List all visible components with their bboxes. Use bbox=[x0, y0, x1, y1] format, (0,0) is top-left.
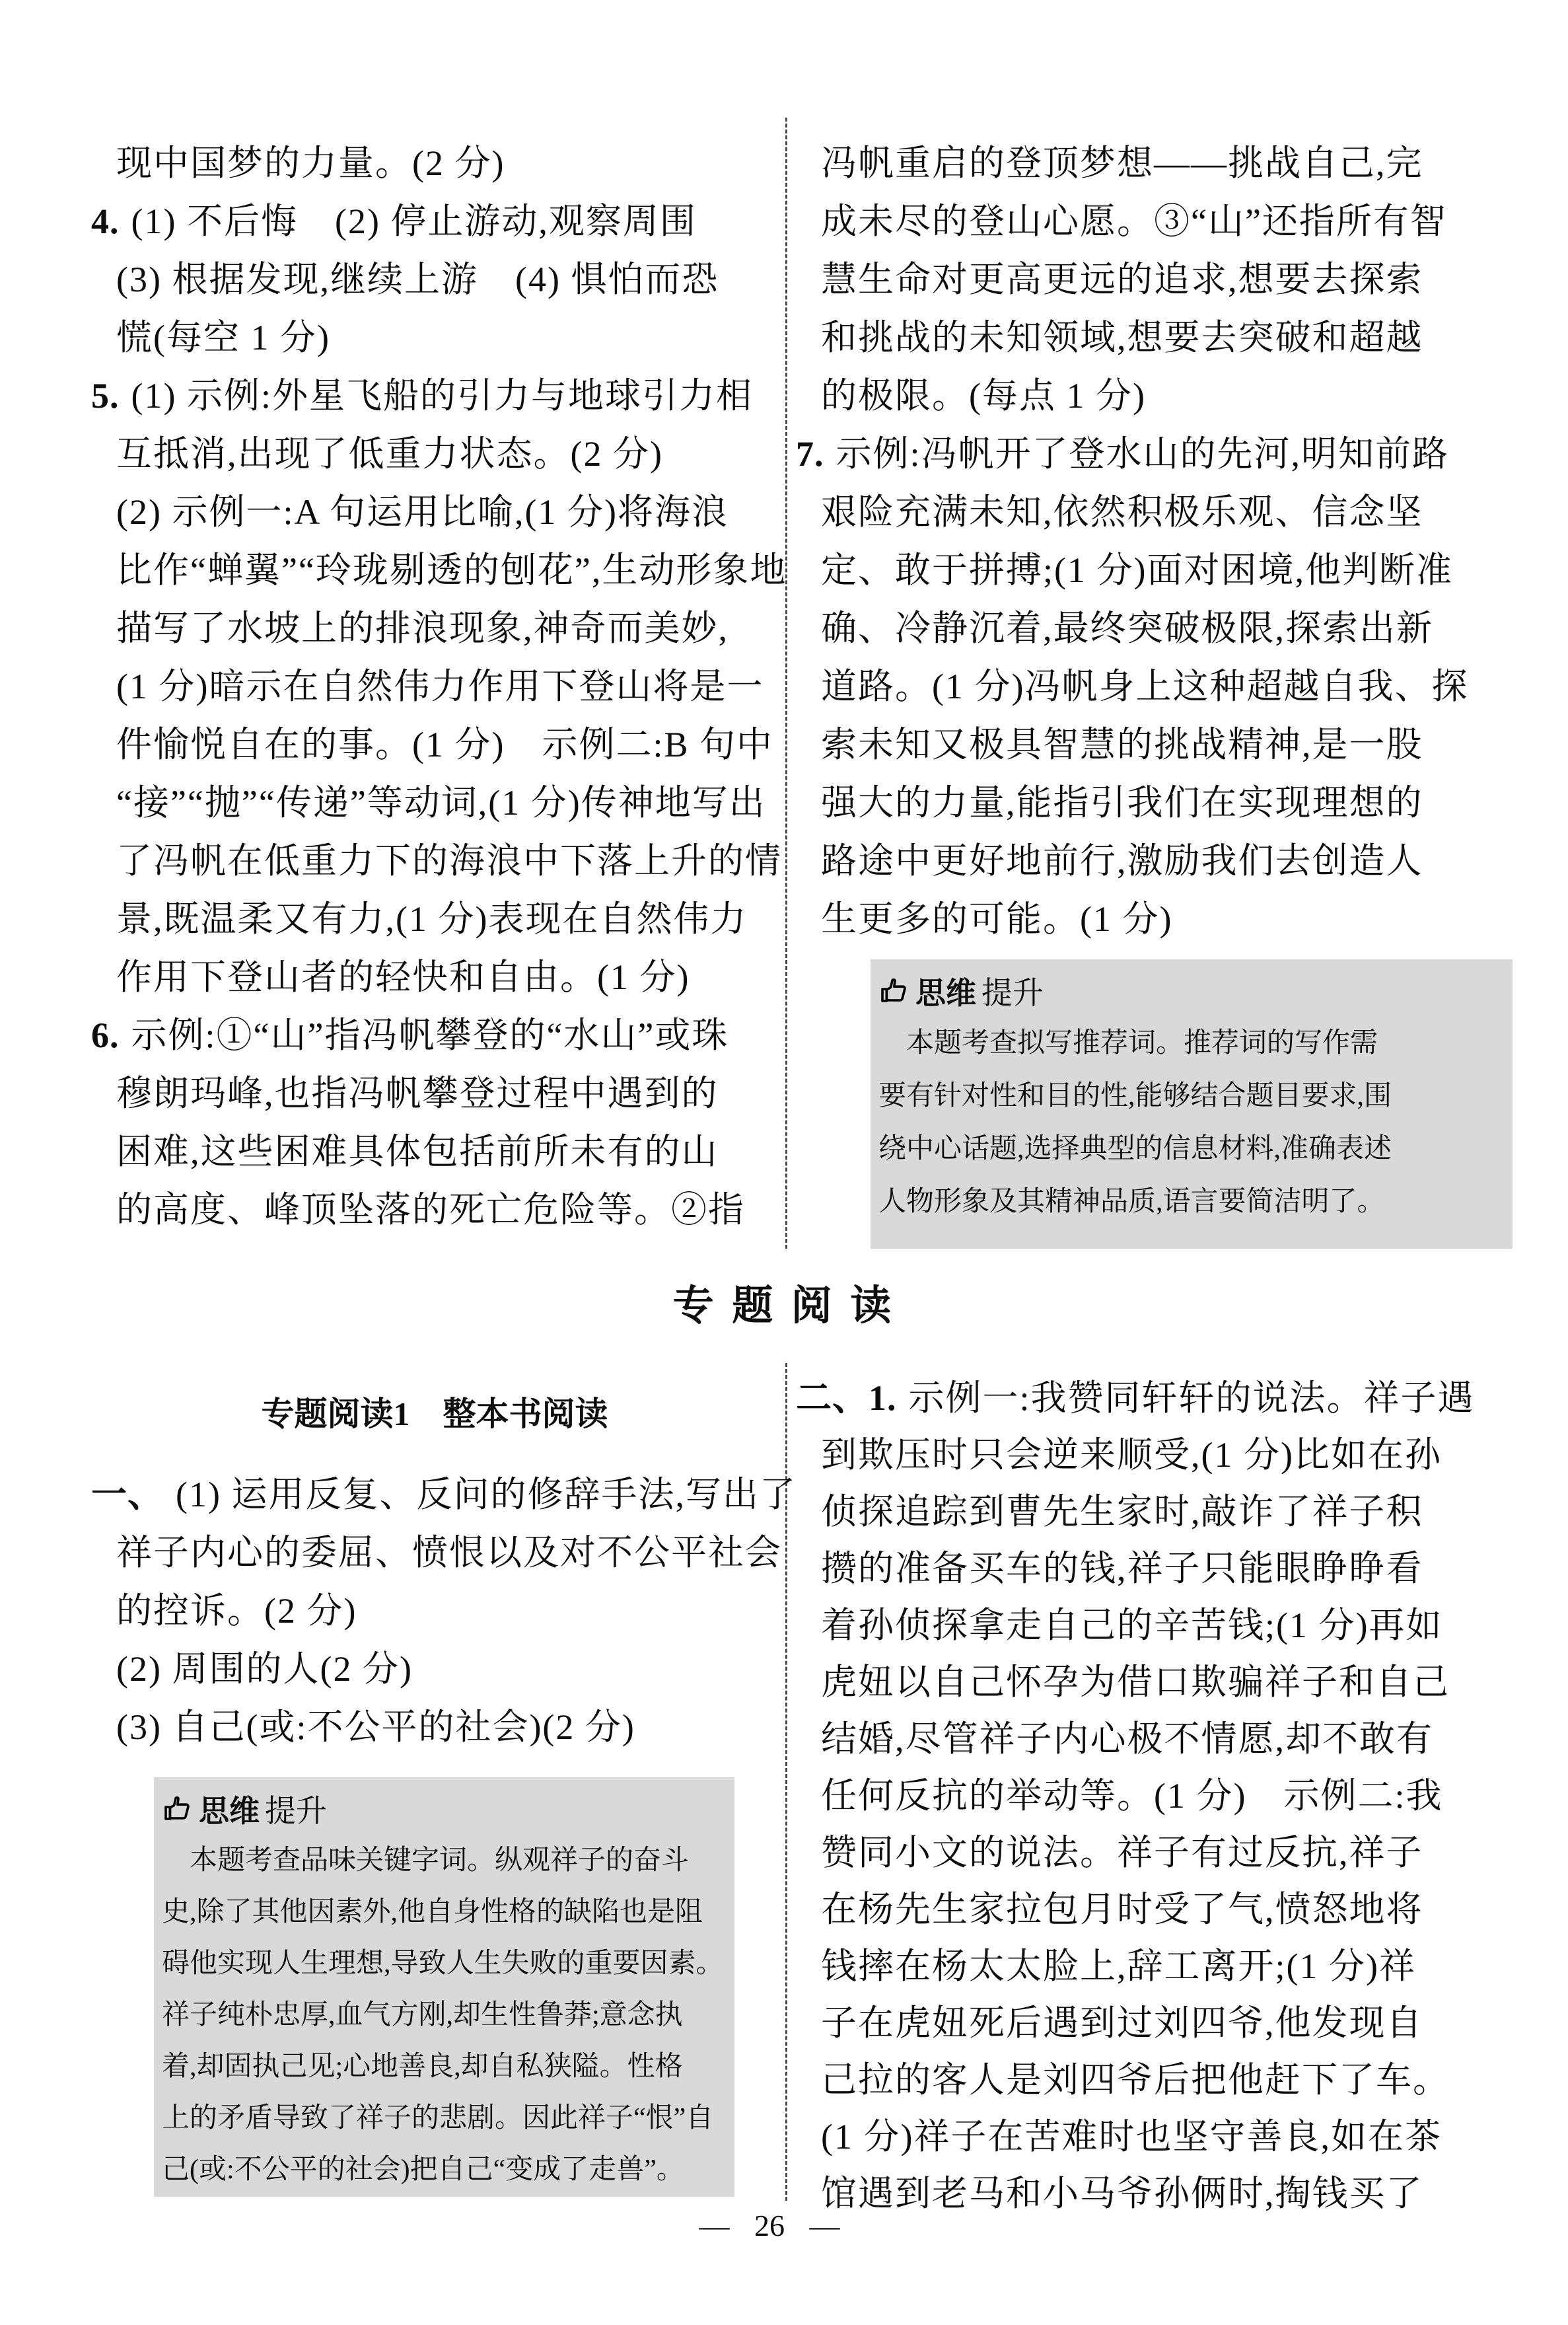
answer-line: 路途中更好地前行,激励我们去创造人 bbox=[821, 841, 1423, 881]
answer-item bbox=[91, 1465, 797, 1756]
tip-box-title: 思维 bbox=[915, 975, 976, 1010]
tip-box-body bbox=[871, 1015, 1513, 1228]
answer-line: 定、敢于拼搏;(1 分)面对困境,他判断准 bbox=[821, 550, 1453, 590]
answer-line: (2) 周围的人(2 分) bbox=[116, 1649, 413, 1689]
answer-line: 祥子内心的委屈、愤恨以及对不公平社会 bbox=[116, 1533, 782, 1572]
section-heading: 专 题 阅 读 bbox=[672, 1284, 896, 1329]
answers-column-top-right bbox=[796, 134, 1469, 948]
answer-item-number: 7. bbox=[796, 434, 824, 474]
tip-box-line: 绕中心话题,选择典型的信息材料,准确表述 bbox=[878, 1134, 1392, 1164]
answer-text: (1) 示例:外星飞船的引力与地球引力相 bbox=[131, 376, 753, 416]
tip-box-body bbox=[154, 1833, 734, 2196]
tip-box-line: 本题考查品味关键字词。纵观祥子的奋斗 bbox=[190, 1845, 690, 1876]
answer-line: (1 分)暗示在自然伟力作用下登山将是一 bbox=[116, 667, 764, 706]
answers-column-top-left bbox=[91, 134, 787, 1239]
column-divider bbox=[785, 118, 787, 1249]
answer-line: 着孙侦探拿走自己的辛苦钱;(1 分)再如 bbox=[821, 1605, 1443, 1645]
answer-line bbox=[796, 1370, 1475, 1426]
answer-line bbox=[821, 134, 1450, 192]
answer-item-number: 6. bbox=[91, 1015, 120, 1055]
answer-line bbox=[796, 425, 1450, 483]
tip-box-line: 人物形象及其精神品质,语言要简洁明了。 bbox=[878, 1187, 1385, 1217]
thumbs-up-icon bbox=[162, 1793, 194, 1825]
tip-box-line: 祥子纯朴忠厚,血气方刚,却生性鲁莽;意念执 bbox=[162, 2000, 683, 2030]
tip-box-line: 上的矛盾导致了祥子的悲剧。因此祥子“恨”自 bbox=[162, 2103, 714, 2133]
answer-item-number: 5. bbox=[91, 376, 120, 416]
answer-line: 慧生命对更高更远的追求,想要去探索 bbox=[821, 260, 1423, 299]
answer-line: 确、冷静沉着,最终突破极限,探索出新 bbox=[821, 609, 1433, 648]
tip-box-line: 碍他实现人生理想,导致人生失败的重要因素。 bbox=[162, 1948, 724, 1979]
answer-item bbox=[91, 367, 787, 1006]
answer-line: 攒的准备买车的钱,祥子只能眼睁睁看 bbox=[821, 1549, 1423, 1588]
tip-box-line: 要有针对性和目的性,能够结合题目要求,围 bbox=[878, 1081, 1392, 1111]
answers-column-bottom-right bbox=[796, 1370, 1475, 2222]
tip-box-header bbox=[871, 959, 1513, 1015]
answer-line: 艰险充满未知,依然积极乐观、信念坚 bbox=[821, 492, 1423, 532]
answer-text: (1) 不后悔 (2) 停止游动,观察周围 bbox=[131, 202, 697, 241]
answer-line: (1 分)祥子在苦难时也坚守善良,如在茶 bbox=[821, 2117, 1442, 2157]
answer-line: 钱摔在杨太太脸上,辞工离开;(1 分)祥 bbox=[821, 1946, 1416, 1986]
answer-line: 虎妞以自己怀孕为借口欺骗祥子和自己 bbox=[821, 1662, 1450, 1702]
answer-line bbox=[91, 367, 778, 425]
tip-box-line: 本题考查拟写推荐词。推荐词的写作需 bbox=[906, 1028, 1378, 1058]
answer-line: 的极限。(每点 1 分) bbox=[821, 376, 1146, 416]
answer-item bbox=[91, 1006, 778, 1239]
answer-line: 馆遇到老马和小马爷孙俩时,掏钱买了 bbox=[821, 2174, 1423, 2213]
answer-line: 赞同小文的说法。祥子有过反抗,祥子 bbox=[821, 1833, 1423, 1872]
tip-box-left bbox=[154, 1777, 734, 2197]
answer-item bbox=[796, 1370, 1475, 2222]
answer-line: 件愉悦自在的事。(1 分) 示例二:B 句中 bbox=[116, 725, 773, 764]
answer-line: 作用下登山者的轻快和自由。(1 分) bbox=[116, 957, 690, 997]
answer-line: 结婚,尽管祥子内心极不情愿,却不敢有 bbox=[821, 1719, 1433, 1759]
answer-line bbox=[116, 134, 778, 192]
answer-line: 的控诉。(2 分) bbox=[116, 1591, 357, 1631]
answer-line bbox=[91, 192, 778, 250]
tip-box-line: 史,除了其他因素外,他自身性格的缺陷也是阻 bbox=[162, 1897, 703, 1927]
answer-line: 比作“蝉翼”“玲珑剔透的刨花”,生动形象地 bbox=[116, 550, 787, 590]
answer-text: 现中国梦的力量。(2 分) bbox=[116, 143, 505, 183]
page-footer: — 26 — bbox=[699, 2209, 840, 2242]
answer-item bbox=[91, 192, 778, 367]
answer-line: 子在虎妞死后遇到过刘四爷,他发现自 bbox=[821, 2003, 1423, 2043]
answer-item-number: 4. bbox=[91, 202, 120, 241]
answer-line: “接”“抛”“传递”等动词,(1 分)传神地写出 bbox=[116, 783, 766, 823]
tip-box-line: 己(或:不公平的社会)把自己“变成了走兽”。 bbox=[162, 2155, 684, 2185]
answer-text: 示例:①“山”指冯帆攀登的“水山”或珠 bbox=[131, 1015, 729, 1055]
answer-line: 在杨先生家拉包月时受了气,愤怒地将 bbox=[821, 1890, 1423, 1929]
answer-line: 索未知又极具智慧的挑战精神,是一股 bbox=[821, 725, 1423, 764]
answer-text: 示例一:我赞同轩轩的说法。祥子遇 bbox=[908, 1378, 1475, 1418]
answer-line: 己拉的客人是刘四爷后把他赶下了车。 bbox=[821, 2060, 1450, 2100]
answer-item bbox=[796, 425, 1469, 948]
answer-text: 冯帆重启的登顶梦想——挑战自己,完 bbox=[821, 143, 1423, 183]
answer-line: (2) 示例一:A 句运用比喻,(1 分)将海浪 bbox=[116, 492, 729, 532]
tip-box-line: 着,却固执己见;心地善良,却自私狭隘。性格 bbox=[162, 2051, 683, 2082]
answer-line: 侦探追踪到曹先生家时,敲诈了祥子积 bbox=[821, 1492, 1423, 1532]
answer-line: 描写了水坡上的排浪现象,神奇而美妙, bbox=[116, 609, 729, 648]
answer-item-number: 一、 bbox=[91, 1475, 164, 1514]
answer-line: (3) 根据发现,继续上游 (4) 惧怕而恐 bbox=[116, 260, 719, 299]
answer-line: 到欺压时只会逆来顺受,(1 分)比如在孙 bbox=[821, 1435, 1442, 1475]
answer-line bbox=[91, 1465, 797, 1524]
answer-text: 示例:冯帆开了登水山的先河,明知前路 bbox=[836, 434, 1450, 474]
answer-text: (1) 运用反复、反问的修辞手法,写出了 bbox=[176, 1475, 797, 1514]
answer-line: 慌(每空 1 分) bbox=[116, 318, 330, 357]
answer-line: 困难,这些困难具体包括前所未有的山 bbox=[116, 1132, 719, 1171]
tip-box-title-suffix: 提升 bbox=[981, 977, 1044, 1011]
tip-box-title: 思维 bbox=[199, 1793, 260, 1828]
tip-box-title-suffix: 提升 bbox=[265, 1794, 327, 1829]
answers-column-bottom-left bbox=[91, 1465, 797, 1756]
answer-line: (3) 自己(或:不公平的社会)(2 分) bbox=[116, 1707, 635, 1747]
tip-box-right bbox=[871, 959, 1513, 1249]
answer-line: 任何反抗的举动等。(1 分) 示例二:我 bbox=[821, 1776, 1443, 1816]
tip-box-header bbox=[154, 1777, 734, 1833]
answer-line: 道路。(1 分)冯帆身上这种超越自我、探 bbox=[821, 667, 1469, 706]
answer-item bbox=[91, 134, 778, 192]
answer-line: 和挑战的未知领域,想要去突破和超越 bbox=[821, 318, 1423, 357]
answer-line: 强大的力量,能指引我们在实现理想的 bbox=[821, 783, 1423, 823]
answer-line: 穆朗玛峰,也指冯帆攀登过程中遇到的 bbox=[116, 1074, 719, 1113]
answer-line: 了冯帆在低重力下的海浪中下落上升的情 bbox=[116, 841, 782, 881]
subsection-heading: 专题阅读1 整本书阅读 bbox=[261, 1395, 608, 1432]
answer-line: 生更多的可能。(1 分) bbox=[821, 899, 1173, 939]
answer-line: 景,既温柔又有力,(1 分)表现在自然伟力 bbox=[116, 899, 748, 939]
thumbs-up-icon bbox=[878, 975, 910, 1007]
answer-item bbox=[796, 134, 1450, 425]
answer-line: 的高度、峰顶坠落的死亡危险等。②指 bbox=[116, 1190, 745, 1230]
answer-line: 成未尽的登山心愿。③“山”还指所有智 bbox=[821, 202, 1447, 241]
answer-item-number: 二、1. bbox=[796, 1378, 897, 1418]
answer-line: 互抵消,出现了低重力状态。(2 分) bbox=[116, 434, 663, 474]
answer-line bbox=[91, 1006, 778, 1064]
